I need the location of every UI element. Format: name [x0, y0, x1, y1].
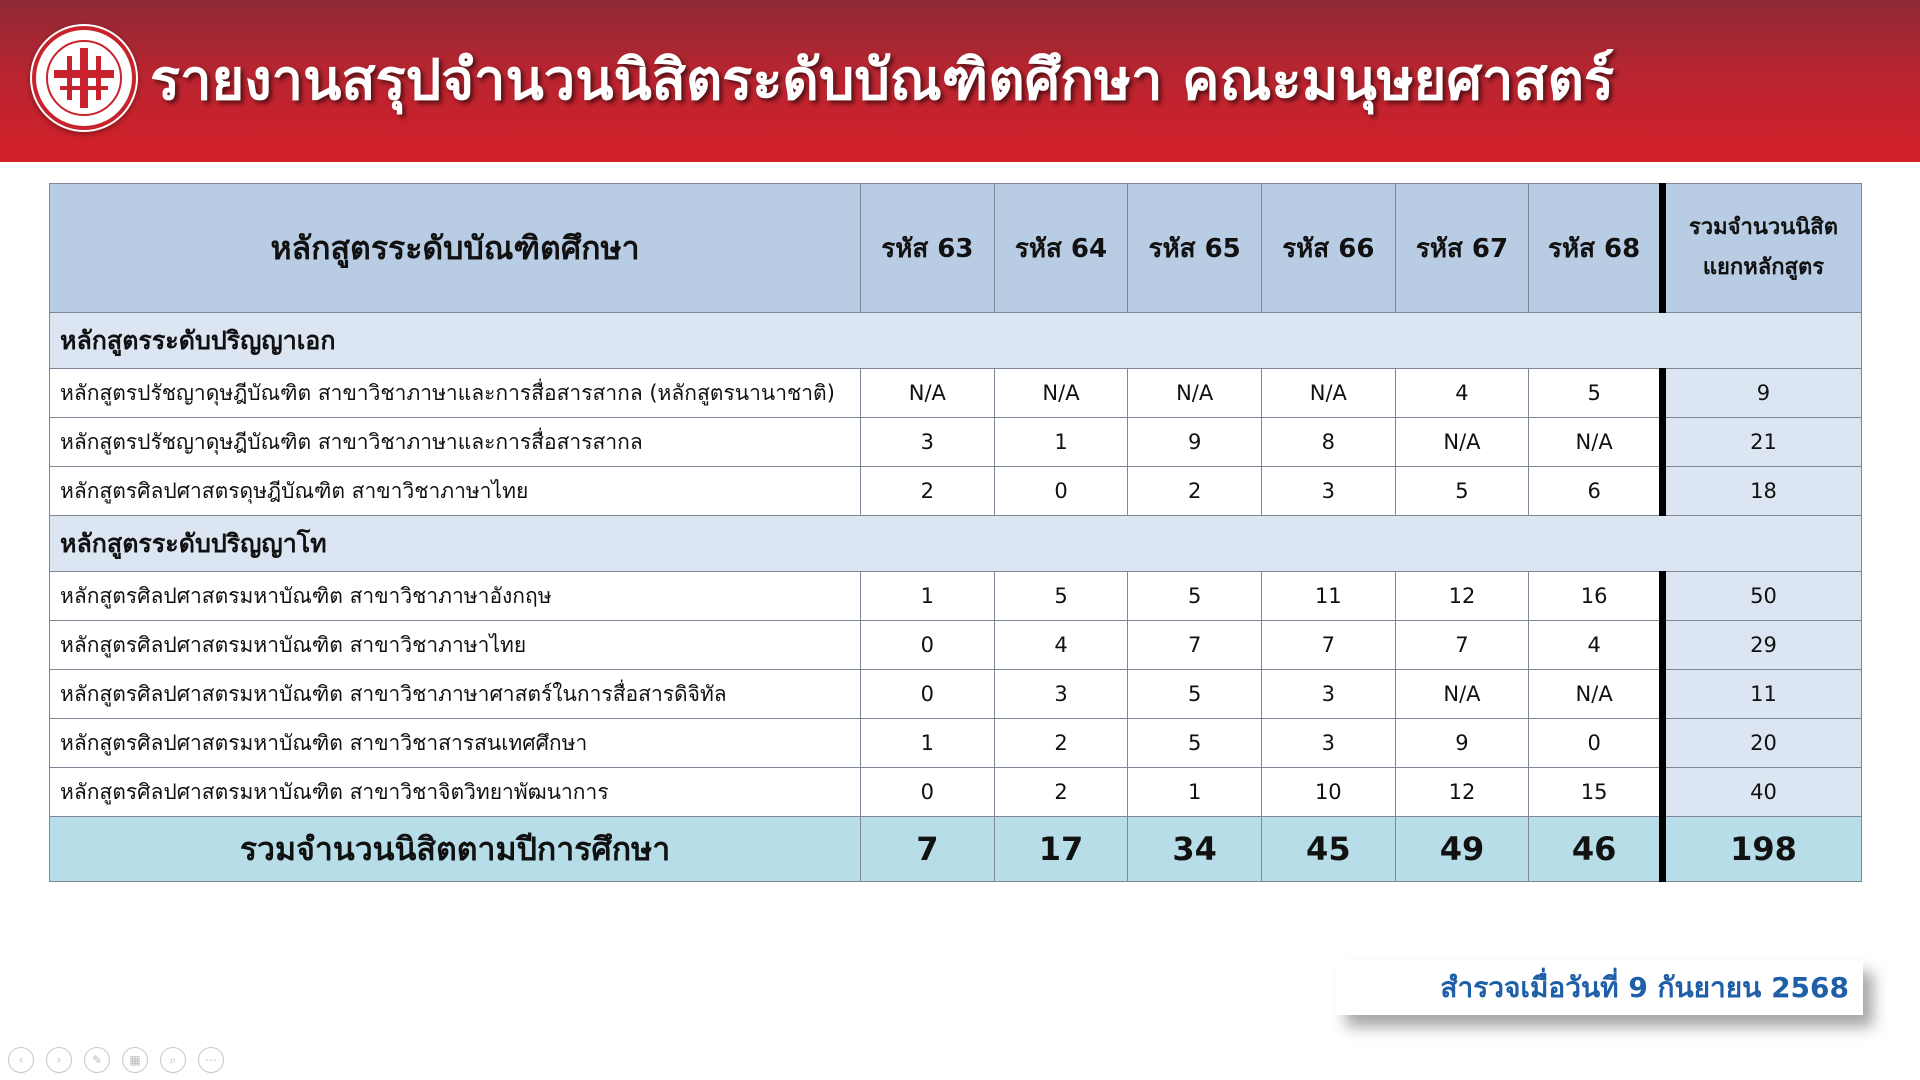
table-row: [50, 418, 1862, 467]
year-63-column-header: รหัส 63: [861, 184, 995, 313]
table-row: [50, 369, 1862, 418]
program-name: หลักสูตรศิลปศาสตรดุษฎีบัณฑิต สาขาวิชาภาษาไทย: [50, 467, 861, 516]
section-header-doctoral: [50, 313, 1862, 369]
summary-label: รวมจำนวนนิสิตตามปีการศึกษา: [50, 817, 861, 882]
program-column-header: หลักสูตรระดับบัณฑิตศึกษา: [50, 184, 861, 313]
value-cell: 0: [861, 621, 995, 670]
university-logo: [30, 24, 138, 132]
program-name: หลักสูตรศิลปศาสตรมหาบัณฑิต สาขาวิชาภาษาอังกฤษ: [50, 572, 861, 621]
total-header-line-2: แยกหลักสูตร: [1702, 255, 1825, 280]
slideshow-toolbar: [8, 1047, 224, 1073]
value-cell: 1: [1128, 768, 1262, 817]
value-cell: 12: [1395, 768, 1529, 817]
table-row: [50, 768, 1862, 817]
grand-total-cell: 198: [1662, 817, 1861, 882]
row-total-cell: 40: [1662, 768, 1861, 817]
value-cell: N/A: [1529, 670, 1663, 719]
row-total-cell: 11: [1662, 670, 1861, 719]
title-banner: [0, 0, 1920, 162]
value-cell: N/A: [1395, 418, 1529, 467]
program-name: หลักสูตรปรัชญาดุษฎีบัณฑิต สาขาวิชาภาษาและการสื่อสารสากล (หลักสูตรนานาชาติ): [50, 369, 861, 418]
value-cell: 3: [994, 670, 1128, 719]
value-cell: 4: [1395, 369, 1529, 418]
program-name: หลักสูตรศิลปศาสตรมหาบัณฑิต สาขาวิชาภาษาไทย: [50, 621, 861, 670]
row-total-cell: 21: [1662, 418, 1861, 467]
value-cell: N/A: [1395, 670, 1529, 719]
next-slide-icon[interactable]: ›: [46, 1047, 72, 1073]
row-total-cell: 29: [1662, 621, 1861, 670]
table-row: [50, 670, 1862, 719]
program-name: หลักสูตรศิลปศาสตรมหาบัณฑิต สาขาวิชาภาษาศาสตร์ในการสื่อสารดิจิทัล: [50, 670, 861, 719]
value-cell: 2: [1128, 467, 1262, 516]
slides-grid-icon[interactable]: ▦: [122, 1047, 148, 1073]
survey-date-box: [1336, 960, 1863, 1015]
value-cell: 15: [1529, 768, 1663, 817]
value-cell: 9: [1128, 418, 1262, 467]
total-header-line-1: รวมจำนวนนิสิต: [1688, 215, 1839, 240]
value-cell: 0: [994, 467, 1128, 516]
value-cell: 0: [861, 670, 995, 719]
value-cell: 7: [1395, 621, 1529, 670]
row-total-cell: 50: [1662, 572, 1861, 621]
page-title: รายงานสรุปจำนวนนิสิตระดับบัณฑิตศึกษา คณะมนุษยศาสตร์: [150, 48, 1615, 113]
value-cell: 12: [1395, 572, 1529, 621]
value-cell: N/A: [1261, 369, 1395, 418]
row-total-cell: 20: [1662, 719, 1861, 768]
year-64-column-header: รหัส 64: [994, 184, 1128, 313]
value-cell: N/A: [994, 369, 1128, 418]
value-cell: 7: [1128, 621, 1262, 670]
value-cell: 4: [1529, 621, 1663, 670]
value-cell: 6: [1529, 467, 1663, 516]
section-title: หลักสูตรระดับปริญญาเอก: [50, 313, 1862, 369]
summary-value-cell: 46: [1529, 817, 1663, 882]
summary-row: [50, 817, 1862, 882]
value-cell: 7: [1261, 621, 1395, 670]
value-cell: 3: [1261, 467, 1395, 516]
value-cell: 0: [1529, 719, 1663, 768]
value-cell: 9: [1395, 719, 1529, 768]
value-cell: 2: [994, 719, 1128, 768]
value-cell: 2: [861, 467, 995, 516]
year-67-column-header: รหัส 67: [1395, 184, 1529, 313]
more-options-icon[interactable]: ⋯: [198, 1047, 224, 1073]
value-cell: 1: [861, 572, 995, 621]
value-cell: 5: [1395, 467, 1529, 516]
value-cell: 5: [1128, 572, 1262, 621]
program-name: หลักสูตรปรัชญาดุษฎีบัณฑิต สาขาวิชาภาษาและการสื่อสารสากล: [50, 418, 861, 467]
pen-icon[interactable]: ✎: [84, 1047, 110, 1073]
table-row: [50, 467, 1862, 516]
total-column-header: [1662, 184, 1861, 313]
value-cell: 5: [1128, 719, 1262, 768]
table-row: [50, 719, 1862, 768]
survey-date: สำรวจเมื่อวันที่ 9 กันยายน 2568: [1440, 971, 1849, 1004]
summary-value-cell: 49: [1395, 817, 1529, 882]
section-title: หลักสูตรระดับปริญญาโท: [50, 516, 1862, 572]
summary-value-cell: 7: [861, 817, 995, 882]
summary-value-cell: 34: [1128, 817, 1262, 882]
value-cell: 8: [1261, 418, 1395, 467]
table-header-row: [50, 184, 1862, 313]
program-name: หลักสูตรศิลปศาสตรมหาบัณฑิต สาขาวิชาสารสนเทศศึกษา: [50, 719, 861, 768]
value-cell: 3: [1261, 670, 1395, 719]
value-cell: 16: [1529, 572, 1663, 621]
value-cell: N/A: [1128, 369, 1262, 418]
value-cell: N/A: [861, 369, 995, 418]
section-header-masters: [50, 516, 1862, 572]
summary-value-cell: 17: [994, 817, 1128, 882]
row-total-cell: 9: [1662, 369, 1861, 418]
previous-slide-icon[interactable]: ‹: [8, 1047, 34, 1073]
table-row: [50, 572, 1862, 621]
value-cell: 5: [1529, 369, 1663, 418]
value-cell: 3: [1261, 719, 1395, 768]
row-total-cell: 18: [1662, 467, 1861, 516]
value-cell: N/A: [1529, 418, 1663, 467]
year-66-column-header: รหัส 66: [1261, 184, 1395, 313]
value-cell: 5: [994, 572, 1128, 621]
value-cell: 2: [994, 768, 1128, 817]
value-cell: 10: [1261, 768, 1395, 817]
value-cell: 1: [861, 719, 995, 768]
value-cell: 0: [861, 768, 995, 817]
summary-value-cell: 45: [1261, 817, 1395, 882]
value-cell: 3: [861, 418, 995, 467]
value-cell: 4: [994, 621, 1128, 670]
value-cell: 1: [994, 418, 1128, 467]
value-cell: 11: [1261, 572, 1395, 621]
table-row: [50, 621, 1862, 670]
enrollment-table: [49, 183, 1862, 882]
program-name: หลักสูตรศิลปศาสตรมหาบัณฑิต สาขาวิชาจิตวิทยาพัฒนาการ: [50, 768, 861, 817]
year-65-column-header: รหัส 65: [1128, 184, 1262, 313]
zoom-icon[interactable]: ⌕: [160, 1047, 186, 1073]
year-68-column-header: รหัส 68: [1529, 184, 1663, 313]
value-cell: 5: [1128, 670, 1262, 719]
